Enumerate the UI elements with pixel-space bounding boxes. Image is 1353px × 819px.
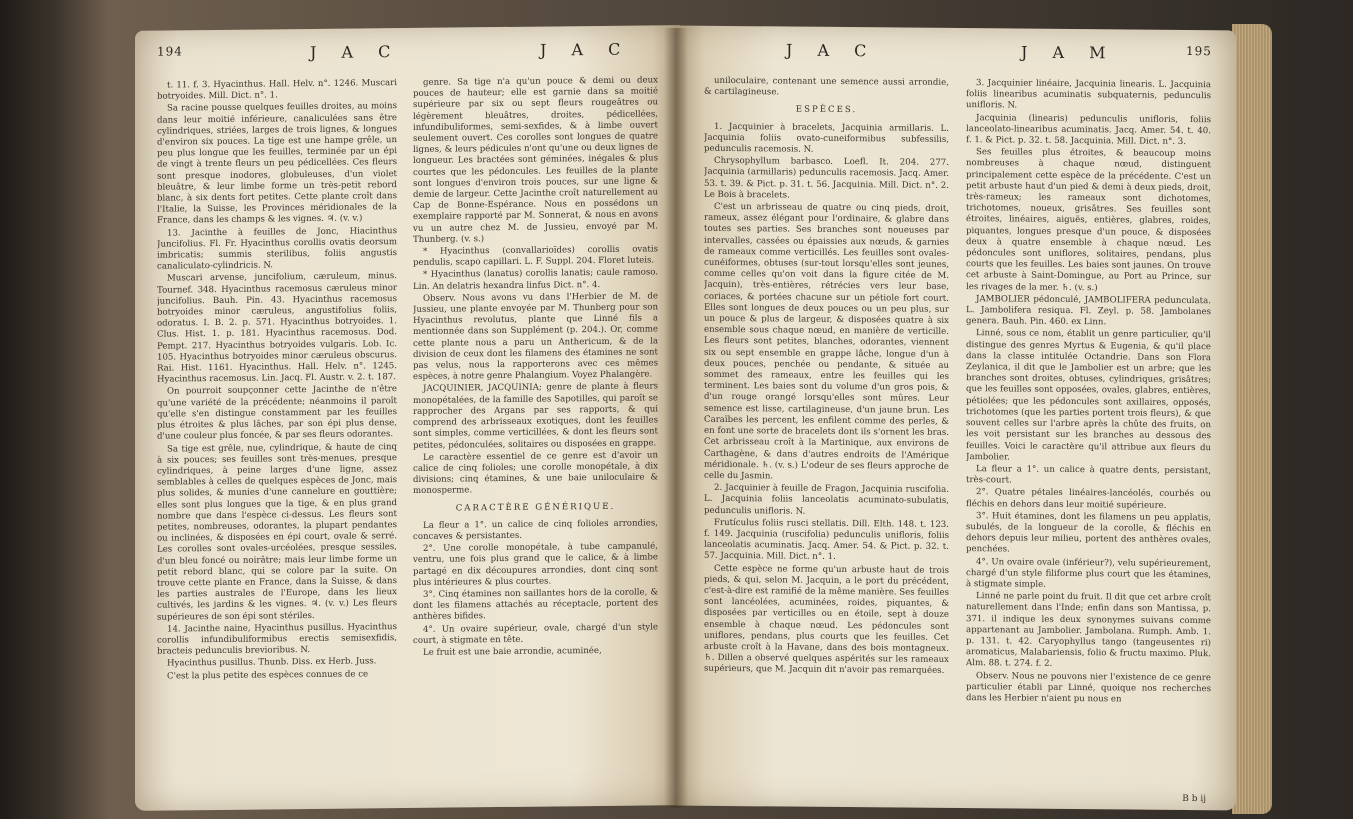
paragraph: t. 11. f. 3. Hyacinthus. Hall. Helv. n°. 1246. Muscari botryoides. Mill. Dict. n°. 1.	[157, 78, 397, 102]
signature-mark: B b ij	[1182, 793, 1206, 805]
paragraph: 1. Jacquinier à bracelets, Jacquinia armillaris. L. Jacquinia foliis ovato-cuneiformibus subfessilis, pedunculis racemosis. N.	[704, 121, 949, 155]
paragraph: Linné ne parle point du fruit. Il dit que cet arbre croît naturellement dans l'Inde; enfin dans son Mantissa, p. 371. il indique les deux synonymes suivans comme appartenant au Jambolier. Jambolana. Rumph. Amb. 1. p. 131. t. 42. Caryophyllus tango (tangeusentes ri) aromaticus, Malabariensis, folio & fructu maximo. Pluk. Alm. 88. t. 274. f. 2.	[966, 591, 1211, 670]
paragraph: Sa tige est grêle, nue, cylindrique, & haute de cinq à six pouces; ses feuilles sont très-menues, presque cylindriques, à peine larges d'une ligne, assez semblables à celles de quelques espèces de Jonc, mais plus solides, & munies d'une cannelure en gouttière; elles sont plus longues que la tige, & en plus grand nombre que dans l'espèce ci-dessus. Les fleurs sont petites, nombreuses, odorantes, la plupart pendantes ou inclinées, & disposées en épi court, ovale & serré. Les corolles sont ovales-urcéolées, presque sessiles, d'un bleu foncé ou noirâtre; mais leur limbe forme un petit rebord blanc, qui se colore par la suite. On trouve cette plante en France, dans la Suisse, & dans les parties australes de l'Europe, dans les lieux cultivés, les jardins & les vignes. ♃. (v. v.) Les fleurs supérieures de son épi sont stériles.	[157, 441, 397, 623]
paragraph: 2. Jacquinier à feuille de Fragon, Jacquinia ruscifolia. L. Jacquinia foliis lanceolatis acuminato-subulatis, pedunculis unifloris. N.	[704, 482, 949, 517]
running-head-left: J A C	[310, 42, 401, 63]
paragraph: * Hyacinthus (lanatus) corollis lanatis; caule ramoso. Lin. An delatris hexandra linfus Dict. n°. 4.	[413, 267, 658, 292]
left-column-2	[413, 75, 658, 796]
paragraph: C'est la plus petite des espèces connues de ce	[167, 668, 369, 682]
running-head-right-2: J A M	[1021, 42, 1116, 63]
paragraph: 3. Jacquinier linéaire, Jacquinia linearis. L. Jacquinia foliis linearibus acuminatis subquaternis, pedunculis unifloris. N.	[966, 78, 1211, 111]
running-head-left-2: J A C	[540, 39, 631, 60]
paragraph: Frutículus foliis rusci stellatis. Dill. Elth. 148. t. 123. f. 149. Jacquinia (ruscifolia) pedunculis unifloris, foliis lanceolatis acuminatis. Jacq. Amer. 54. & Pict. p. 32. t. 57. Jacquinia. Mill. Dict. n°. 1.	[704, 517, 949, 563]
paragraph: Linné, sous ce nom, établit un genre particulier, qu'il distingue des genres Myrtus & Eugenia, & qu'il place dans la classe intitulée Octandrie. Dans son Flora Zeylanica, il dit que le Jambolier est un arbre; que les branches sont droites, obtuses, cylindriques, grisâtres; que les feuilles sont opposées, ovales, glabres, entières, pétiolées; que les pédoncules sont axillaires, opposés, trichotomes (que les parties portent trois fleurs), & que souvent celles sur l'arbre après la chûte des fruits, on les voit persistant sur les branches au dessous des feuilles. Voici le caractère qu'il attribue aux fleurs du Jambolier.	[966, 328, 1211, 463]
right-column-2	[966, 78, 1211, 798]
paragraph: 4°. Un ovaire supérieur, ovale, chargé d'un style court, à stigmate en tête.	[413, 621, 658, 646]
paragraph: La fleur a 1°. un calice de cinq folioles arrondies, concaves & persistantes.	[413, 518, 658, 542]
paragraph: * Hyacinthus (convallarioïdes) corollis ovatis pendulis, scapo capillari. L. F. Suppl. 204. Floret luteis.	[413, 244, 658, 269]
paragraph: On pourroit soupçonner cette Jacinthe de n'être qu'une variété de la précédente; néanmoins il paroît qu'elle s'en distingue constamment par les feuilles plus étroites & plus lâches, par son épi plus dense, d'une couleur plus foncée, & par ses fleurs odorantes.	[157, 384, 397, 442]
paragraph: 3°. Huit étamines, dont les filamens un peu applatis, subulés, de la longueur de la corolle, & fléchis en dehors depuis leur milieu, portent des anthères ovales, penchées.	[966, 510, 1211, 555]
right-columns	[676, 76, 1236, 799]
page-edges	[1232, 24, 1272, 814]
paragraph: 13. Jacinthe à feuilles de Jonc, Hiacinthus Juncifolius. Fl. Fr. Hyacinthus corollis ovatis deorsum imbricatis; summis sterilibus, foliis angustis canaliculato-cylindricis. N.	[157, 225, 397, 272]
paragraph: Observ. Nous ne pouvons nier l'existence de ce genre particulier établi par Linné, quoique nos recherches dans les Herbier n'aient pu nous en	[966, 670, 1211, 705]
left-column-1	[157, 78, 397, 799]
paragraph: Le fruit est une baie arrondie, acuminée,	[423, 645, 602, 658]
right-page	[676, 26, 1236, 811]
left-page	[135, 25, 680, 811]
left-columns	[135, 75, 680, 799]
paragraph: ESPÈCES.	[795, 105, 858, 116]
paragraph: 14. Jacinthe naine, Hyacinthus pusillus. Hyacinthus corollis infundibuliformibus erectis semisexfidis, bracteis pedunculis brevioribus. N.	[157, 621, 397, 657]
paragraph: Muscari arvense, juncifolium, cæruleum, minus. Tournef. 348. Hyacinthus racemosus cæruleus minor juncifolius. Bauh. Pin. 43. Hyacinthus racemosus botryoides minor cæruleus, angustifolius foliis, odoratus. I. B. 2. p. 571. Hyacinthus botryoides. 1. Clus. Hist. 1. p. 181. Hyacinthus racemosus. Dod. Pempt. 217. Hyacinthus botryoides vulgaris. Lob. Ic. 105. Hyacinthus botryoides minor cæruleus obscurus. Rai. Hist. 1161. Hyacinthus. Hall. Helv. n°. 1245. Hyacinthus racemosus. Lin. Jacq. Fl. Austr. v. 2. t. 187.	[157, 271, 397, 385]
paragraph: 3°. Cinq étamines non saillantes hors de la corolle, & dont les filamens attachés au réceptacle, portent des anthères bifides.	[413, 587, 658, 623]
paragraph: 2°. Quatre pétales linéaires-lancéolés, courbés ou fléchis en dehors dans leur moitié supérieure.	[966, 487, 1211, 511]
book-gutter	[664, 28, 688, 808]
paragraph: Le caractère essentiel de ce genre est d'avoir un calice de cinq folioles; une corolle monopétale, à dix divisions; cinq étamines, & une baie uniloculaire & monosperme.	[413, 450, 658, 497]
paragraph: 4°. Un ovaire ovale (inférieur?), velu supérieurement, chargé d'un style filiforme plus court que les étamines, à stigmate simple.	[966, 556, 1211, 590]
paragraph: 2°. Une corolle monopétale, à tube campanulé, ventru, une fois plus grand que le calice, & à limbe partagé en dix découpures arrondies, dont cinq sont plus intérieures & plus courtes.	[413, 541, 658, 588]
paragraph: Cette espèce ne forme qu'un arbuste haut de trois pieds, & qui, selon M. Jacquin, a le port du précédent, c'est-à-dire est ramifié de la même manière. Ses feuilles sont lancéolées, acuminées, roides, piquantes, & disposées par verticilles ou en étoile, sept à douze ensemble à chaque nœud. Les pédoncules sont uniflores, pendans, plus courts que les feuilles. Cet arbuste croît à la Havane, dans des bois montagneux. ♄. Dillen a observé quelques aspérités sur les rameaux supérieurs, que M. Jacquin dit n'avoir pas remarquées.	[704, 563, 949, 677]
paragraph: JACQUINIER, JACQUINIA; genre de plante à fleurs monopétalées, de la famille des Sapotilles, qui paroît se rapprocher des Argans par ses rapports, & qui comprend des arbrisseaux exotiques, dont les feuilles sont simples, comme verticillées, & dont les fleurs sont petites, pédonculées, solitaires ou disposées en grappe.	[413, 381, 658, 451]
paragraph: La fleur a 1°. un calice à quatre dents, persistant, très-court.	[966, 464, 1211, 486]
paragraph: Hyacinthus pusillus. Thunb. Diss. ex Herb. Juss.	[167, 656, 377, 669]
page-number-left: 194	[157, 44, 183, 59]
paragraph: genre. Sa tige n'a qu'un pouce & demi ou deux pouces de hauteur; elle est garnie dans sa moitié supérieure par six ou sept fleurs rougeâtres ou légèrement bleuâtres, droites, pédicellées, infundibuliformes, semi-sexfides, & à limbe ouvert seulement ouvert. Ces corolles sont longues de quatre lignes, & leurs pédicules n'ont qu'une ou deux lignes de longueur. Les bractées sont géminées, inégales & plus courtes que les pédoncules. Les feuilles de la plante sont longues d'environ trois pouces, sur une ligne & demie de largeur. Cette Jacinthe croît naturellement au Cap de Bonne-Espérance. Nous en possédons un exemplaire rapporté par M. Sonnerat, & nous en avons vu un autre chez M. de Jussieu, envoyé par M. Thunberg. (v. s.)	[413, 75, 658, 245]
paragraph: CARACTÈRE GÉNÉRIQUE.	[455, 501, 616, 514]
paragraph: uniloculaire, contenant une semence aussi arrondie, & cartilagineuse.	[704, 75, 949, 98]
paragraph: JAMBOLIER pédonculé, JAMBOLIFERA pedunculata. L. Jambolifera resiqua. Fl. Zeyl. p. 58. Jambolanes genera. Bauh. Pin. 460. ex Linn.	[966, 294, 1211, 328]
paragraph: Observ. Nous avons vu dans l'Herbier de M. de Jussieu, une plante envoyée par M. Thunberg pour son Hyacinthus revolutus, plante que Linné fils a mentionnée dans son Supplément (p. 204.). Or, comme cette plante nous a paru un Anthericum, & de la division de ceux dont les filamens des étamines ne sont pas velus, nous la rapporterons avec ces mêmes espèces, à notre genre Phalangium. Voyez Phalangère.	[413, 291, 658, 383]
paragraph: C'est un arbrisseau de quatre ou cinq pieds, droit, rameux, assez élégant pour l'ordinaire, & glabre dans toutes ses parties. Ses branches sont noueuses par intervalles, cassées ou épaissies aux nœuds, & garnies de rameaux comme verticillés. Les feuilles sont ovales-cunéiformes, obtuses (sur-tout lorsqu'elles sont jeunes, comme celles qu'on voit dans la figure citée de M. Jacquin), très-entières, rétrécies vers leur base, coriaces, & portées chacune sur un pétiole fort court. Elles sont longues de deux pouces ou un peu plus, sur un pouce & plus de largeur, & disposées quatre à six ensemble sous chaque nœud, en manière de verticille. Les fleurs sont petites, blanches, odorantes, viennent six ou sept ensemble en grappe lâche, longue d'un à deux pouces, penchée ou pendante, & située au sommet des rameaux, entre les feuilles qui les terminent. Les baies sont du volume d'un gros pois, & d'un rouge orangé lorsqu'elles sont mûres. Leur semence est lisse, cartilagineuse, d'un jaune brun. Les Caraïbes les percent, les enfilent comme des perles, & en font une sorte de bracelets dont ils s'ornent les bras. Cet arbrisseau croît à la Martinique, aux environs de Carthagène, & dans d'autres endroits de l'Amérique méridionale. ♄. (v. s.) L'odeur de ses fleurs approche de celle du Jasmin.	[704, 201, 949, 482]
paragraph: Ses feuilles plus étroites, & beaucoup moins nombreuses à chaque nœud, distinguent principalement cette espèce de la précédente. C'est un petit arbuste haut d'un pied & demi à deux pieds, droit, très-rameux; les rameaux sont dichotomes, trichotomes, noueux, grisâtres. Ses feuilles sont étroites, linéaires, aiguës, entières, glabres, roides, piquantes, longues presque d'un pouce, & disposées deux à quatre ensemble à chaque nœud. Les pédoncules sont uniflores, solitaires, pendans, plus courts que les feuilles. Les baies sont jaunes. On trouve cet arbuste à Saint-Domingue, au Port au Prince, sur les rivages de la mer. ♄. (v. s.)	[966, 147, 1211, 293]
page-number-right: 195	[1186, 44, 1212, 59]
running-head-right: J A C	[786, 40, 877, 61]
paragraph: Sa racine pousse quelques feuilles droites, au moins dans leur moitié inférieure, canaliculées sans être cylindriques, striées, larges de trois lignes, & longues d'environ six pouces. La tige est une hampe grêle, un peu plus longue que les feuilles, terminée par un épi de vingt à trente fleurs un peu pédicellées. Ces fleurs sont presque inodores, globuleuses, d'un violet bleuâtre, & leur limbe forme un très-petit rebord blanc, à six dents fort petites. Cette plante croît dans l'Italie, la Suisse, les Provinces méridionales de la France, dans les champs & les vignes. ♃. (v. v.)	[157, 101, 397, 227]
paragraph: Jacquinia (linearis) pedunculis unifloris, foliis lanceolato-linearibus acuminatis. Jacq. Amer. 54. t. 40. f. 1. & Pict. p. 32. t. 58. Jacquinia. Mill. Dict. n°. 3.	[966, 112, 1211, 148]
right-column-1	[704, 76, 949, 796]
paragraph: Chrysophyllum barbasco. Loefl. It. 204. 277. Jacquinia (armillaris) pedunculis racemosis. Jacq. Amer. 53. t. 39. & Pict. p. 31. t. 56. Jacquinia. Mill. Dict. n°. 2. Le Bois à bracelets.	[704, 156, 949, 201]
